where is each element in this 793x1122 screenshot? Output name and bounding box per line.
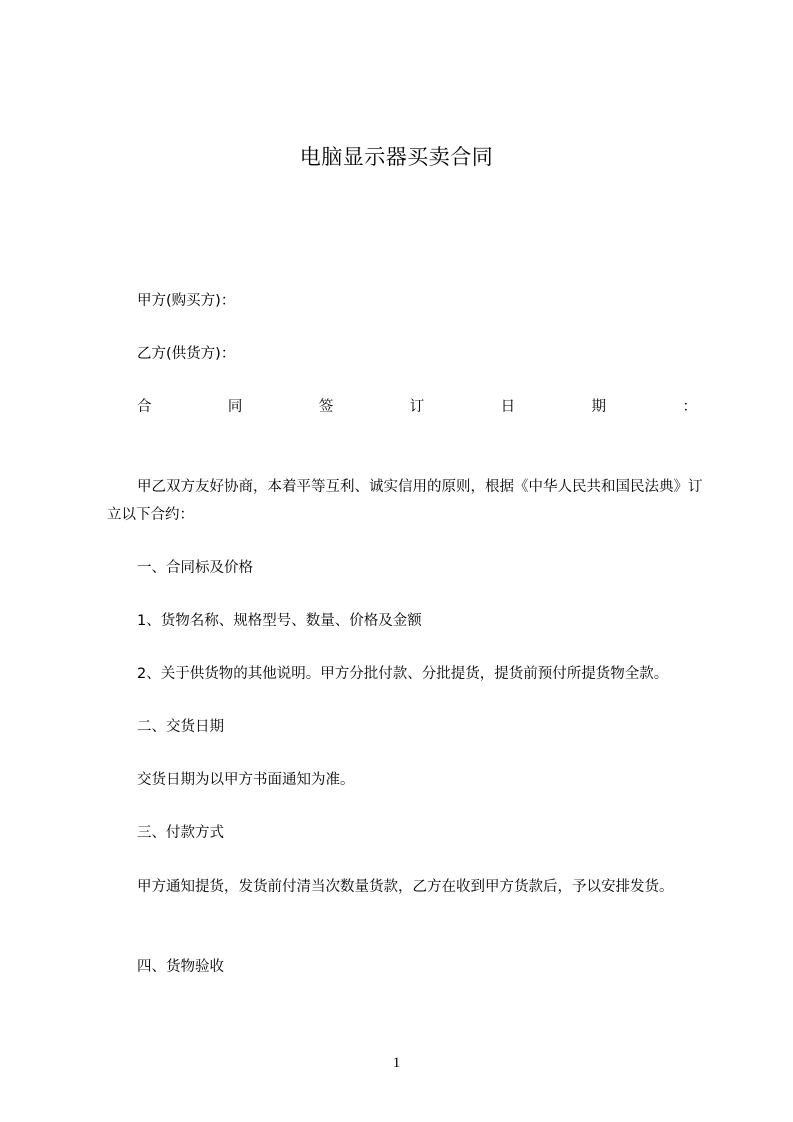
section-1-heading: 一、合同标及价格 [137, 560, 253, 576]
intro-paragraph: 甲乙双方友好协商，本着平等互利、诚实信用的原则，根据《中华人民共和国民法典》订立以下合约： [107, 479, 703, 523]
section-4-heading: 四、货物验收 [137, 959, 224, 975]
page-number: 1 [392, 1055, 401, 1071]
section-2-heading: 二、交货日期 [137, 719, 224, 735]
party-b-label: 乙方(供货方)： [137, 346, 236, 362]
document-title: 电脑显示器买卖合同 [299, 145, 494, 169]
sign-date-char: 订 [409, 399, 425, 415]
party-a-label: 甲方(购买方)： [137, 293, 236, 309]
sign-date-char: ： [682, 399, 697, 415]
sign-date-char: 合 [137, 399, 152, 415]
item-2-text: 2、关于供货物的其他说明。甲方分批付款、分批提货，提货前预付所提货物全款。 [137, 666, 669, 682]
sign-date-char: 期 [591, 399, 607, 415]
payment-paragraph: 甲方通知提货，发货前付清当次数量货款，乙方在收到甲方货款后，予以安排发货。 [137, 879, 674, 895]
sign-date-char: 日 [500, 399, 516, 415]
delivery-text: 交货日期为以甲方书面通知为准。 [137, 772, 355, 788]
section-3-heading: 三、付款方式 [137, 825, 224, 841]
sign-date-char: 签 [318, 399, 334, 415]
item-1-text: 1、货物名称、规格型号、数量、价格及金额 [137, 613, 422, 629]
sign-date-row [137, 397, 697, 417]
sign-date-char: 同 [227, 399, 243, 415]
